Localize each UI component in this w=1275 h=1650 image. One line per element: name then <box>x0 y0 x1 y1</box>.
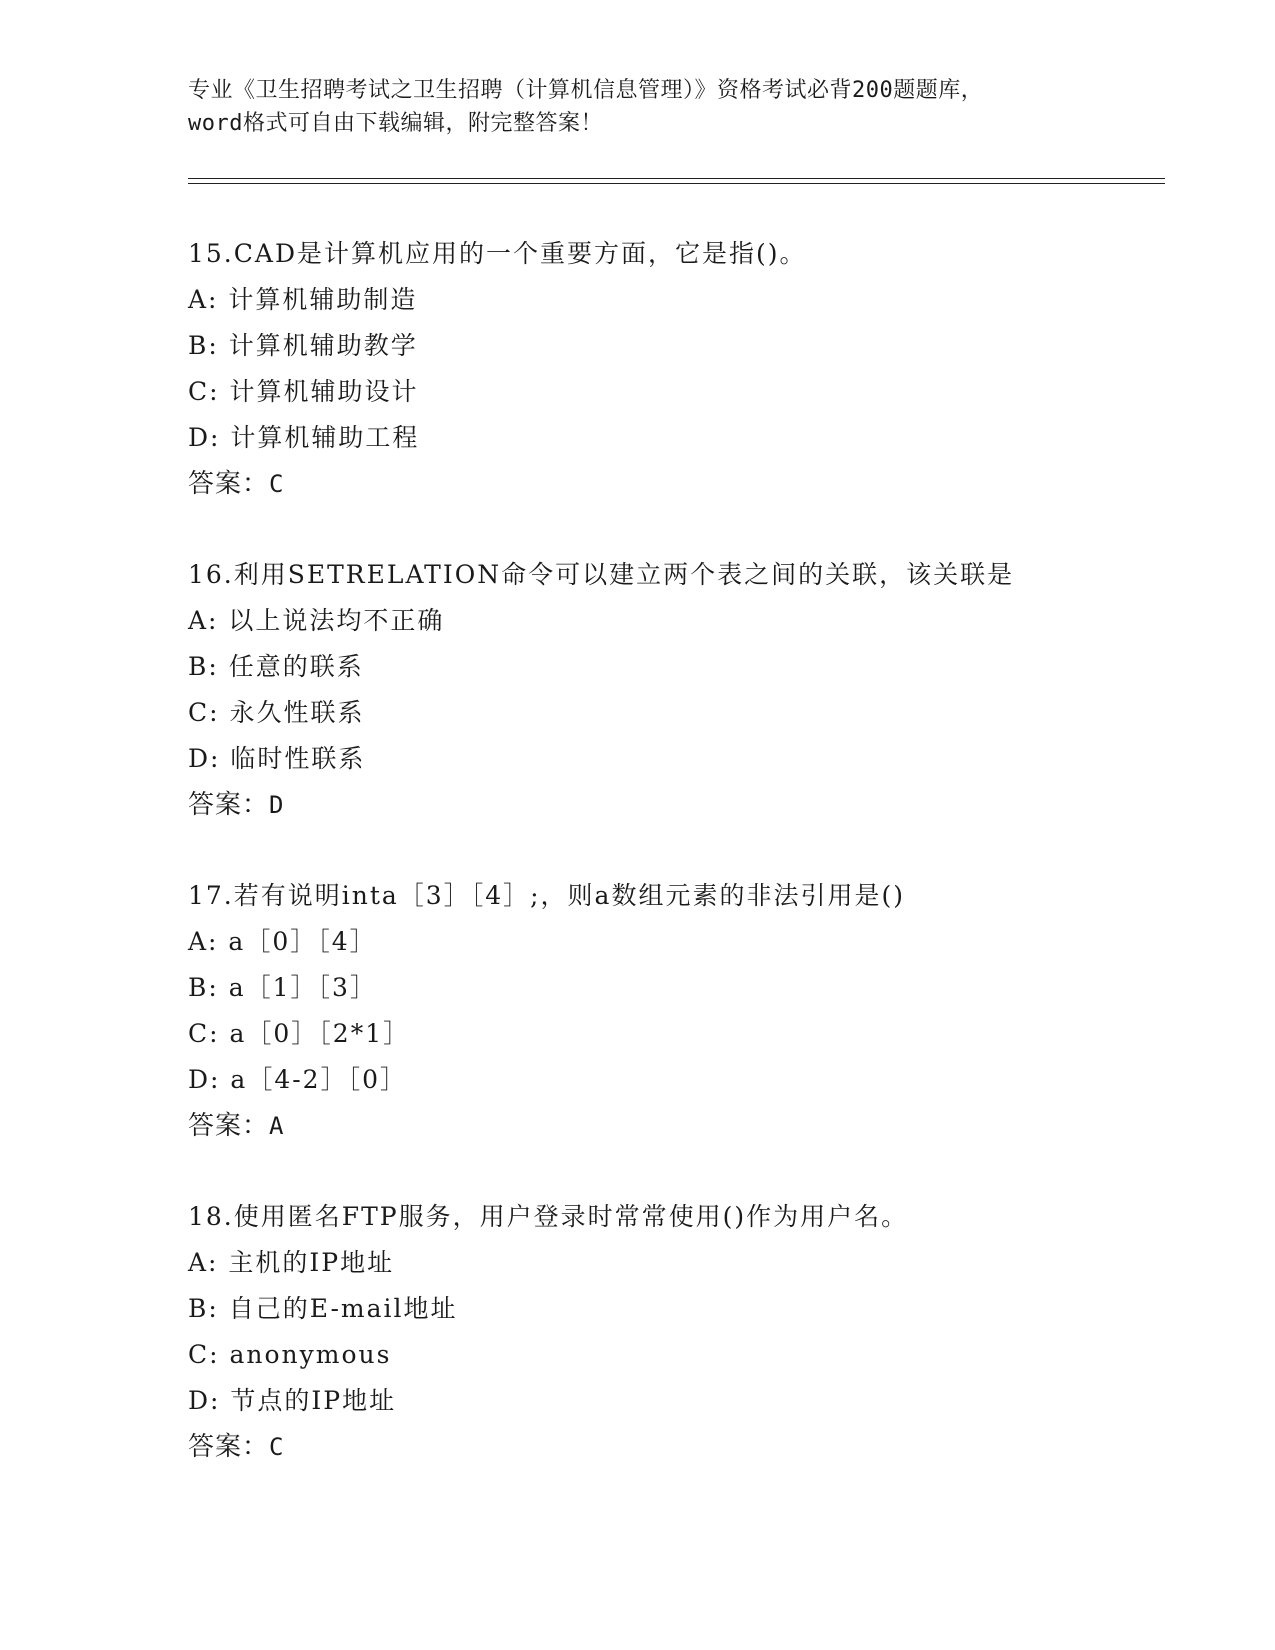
answer-line <box>188 461 1148 507</box>
question-15 <box>188 231 1148 507</box>
answer-line <box>188 1103 1148 1149</box>
question-text: 18.使用匿名FTP服务，用户登录时常常使用()作为用户名。 <box>188 1202 909 1231</box>
option-b: B: 计算机辅助教学 <box>188 331 418 360</box>
answer-label: 答案： <box>188 469 270 499</box>
header-divider-top <box>188 178 1165 179</box>
option-d: D: 计算机辅助工程 <box>188 423 420 452</box>
question-text: 16.利用SETRELATION命令可以建立两个表之间的关联，该关联是 <box>188 560 1015 589</box>
option-c: C: 永久性联系 <box>188 698 365 727</box>
document-header <box>188 74 1138 140</box>
header-line-1: 专业《卫生招聘考试之卫生招聘（计算机信息管理）》资格考试必背200题题库， <box>188 78 984 103</box>
answer-value: C <box>269 1433 285 1461</box>
option-b: B: a［1］［3］ <box>188 973 377 1002</box>
option-d: D: a［4-2］［0］ <box>188 1065 407 1094</box>
answer-value: C <box>269 470 285 498</box>
option-a: A: 主机的IP地址 <box>188 1248 395 1277</box>
option-a: A: 计算机辅助制造 <box>188 285 418 314</box>
option-b: B: 任意的联系 <box>188 652 364 681</box>
option-c: C: a［0］［2*1］ <box>188 1019 411 1048</box>
question-16 <box>188 552 1148 828</box>
answer-value: D <box>269 791 285 819</box>
header-line-2: word格式可自由下载编辑，附完整答案！ <box>188 111 603 136</box>
question-18 <box>188 1194 1148 1470</box>
answer-value: A <box>269 1112 285 1140</box>
option-a: A: a［0］［4］ <box>188 927 377 956</box>
option-c: C: anonymous <box>188 1340 392 1369</box>
answer-label: 答案： <box>188 790 270 820</box>
answer-label: 答案： <box>188 1432 270 1462</box>
question-text: 17.若有说明inta［3］［4］;，则a数组元素的非法引用是() <box>188 881 905 910</box>
option-c: C: 计算机辅助设计 <box>188 377 419 406</box>
option-d: D: 节点的IP地址 <box>188 1386 397 1415</box>
question-17 <box>188 873 1148 1149</box>
header-divider-bottom <box>188 183 1165 184</box>
option-d: D: 临时性联系 <box>188 744 366 773</box>
answer-line <box>188 1424 1148 1470</box>
option-a: A: 以上说法均不正确 <box>188 606 445 635</box>
answer-label: 答案： <box>188 1111 270 1141</box>
answer-line <box>188 782 1148 828</box>
option-b: B: 自己的E-mail地址 <box>188 1294 458 1323</box>
question-text: 15.CAD是计算机应用的一个重要方面，它是指()。 <box>188 239 807 268</box>
